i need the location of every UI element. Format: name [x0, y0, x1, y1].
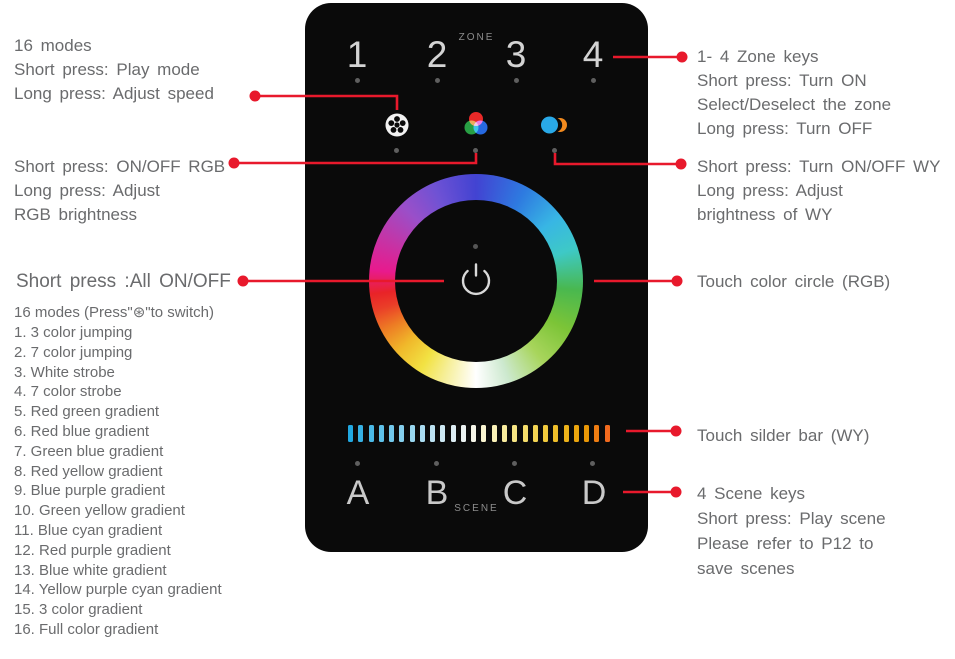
slider-segment: [430, 425, 435, 442]
annotation-slider: [697, 424, 869, 448]
annotation-line: 4 Scene keys: [697, 484, 806, 503]
wy-icon[interactable]: [539, 112, 571, 144]
mode-list-item: 8. Red yellow gradient: [14, 462, 163, 480]
slider-segment: [543, 425, 548, 442]
annotation-power-key: [16, 270, 231, 294]
slider-segment: [348, 425, 353, 442]
annotation-line: Long press: Turn OFF: [697, 119, 873, 138]
mode-list-item: 14. Yellow purple cyan gradient: [14, 581, 222, 599]
slider-segment: [369, 425, 374, 442]
annotation-mode-key: [14, 34, 214, 106]
mode-list-item: 13. Blue white gradient: [14, 561, 167, 579]
mode-list-item: 9. Blue purple gradient: [14, 482, 165, 500]
annotation-line: Long press: Adjust: [697, 181, 843, 200]
touch-panel: [305, 3, 648, 552]
annotation-line: Short press: Turn ON/OFF WY: [697, 157, 941, 176]
scene-key-a[interactable]: A: [346, 474, 370, 512]
connector-dot: [672, 276, 683, 287]
slider-segment: [584, 425, 589, 442]
connector-dot: [250, 91, 261, 102]
scene-key-d[interactable]: D: [581, 474, 607, 512]
slider-segment: [410, 425, 415, 442]
annotation-color-circle: [697, 270, 890, 294]
slider-segment: [564, 425, 569, 442]
annotation-line: Short press: Play scene: [697, 509, 886, 528]
slider-segment: [594, 425, 599, 442]
mode-list-item: 6. Red blue gradient: [14, 422, 150, 440]
indicator-dot: [355, 78, 360, 83]
scene-key-b[interactable]: B: [425, 474, 449, 512]
slider-segment: [379, 425, 384, 442]
slider-segment: [512, 425, 517, 442]
connector-dot: [677, 52, 688, 63]
indicator-dot: [434, 461, 439, 466]
scene-key-c[interactable]: C: [502, 474, 528, 512]
annotation-line: Touch silder bar (WY): [697, 426, 870, 445]
annotation-line: Short press: Turn ON: [697, 71, 867, 90]
slider-segment: [461, 425, 466, 442]
indicator-dot: [514, 78, 519, 83]
mode-list-item: 10. Green yellow gradient: [14, 502, 185, 520]
annotation-line: Please refer to P12 to: [697, 534, 874, 553]
scene-label: SCENE: [454, 503, 499, 514]
slider-segment: [502, 425, 507, 442]
zone-key-2[interactable]: 2: [426, 34, 448, 75]
zone-key-4[interactable]: 4: [582, 34, 604, 75]
connector-dot: [238, 276, 249, 287]
indicator-dot: [590, 461, 595, 466]
indicator-dot: [394, 148, 399, 153]
mode-list-header: 16 modes (Press"⊛"to switch): [14, 304, 214, 321]
slider-segment: [523, 425, 528, 442]
annotation-zone-keys: [697, 45, 891, 141]
annotation-line: save scenes: [697, 559, 795, 578]
slider-segment: [358, 425, 363, 442]
annotation-line: Select/Deselect the zone: [697, 95, 892, 114]
connector-dot: [229, 158, 240, 169]
mode-list-item: 12. Red purple gradient: [14, 541, 171, 559]
zone-key-3[interactable]: 3: [505, 34, 527, 75]
mode-list-item: 1. 3 color jumping: [14, 324, 133, 341]
indicator-dot: [552, 148, 557, 153]
slider-segment: [492, 425, 497, 442]
power-button[interactable]: [454, 259, 498, 303]
mode-list-item: 16. Full color gradient: [14, 620, 159, 638]
slider-segment: [451, 425, 456, 442]
annotation-line: brightness of WY: [697, 205, 833, 224]
mode-list-item: 2. 7 color jumping: [14, 343, 133, 361]
mode-list-item: 7. Green blue gradient: [14, 442, 164, 460]
slider-segment: [399, 425, 404, 442]
slider-segment: [605, 425, 610, 442]
connector-dot: [676, 159, 687, 170]
connector-dot: [671, 426, 682, 437]
film-reel-mode-icon[interactable]: [383, 111, 411, 144]
indicator-dot: [355, 461, 360, 466]
zone-key-1[interactable]: 1: [346, 34, 368, 75]
annotation-line: Short press: Play mode: [14, 60, 200, 79]
annotation-line: RGB brightness: [14, 205, 137, 224]
mode-list-item: 3. White strobe: [14, 363, 115, 381]
indicator-dot: [473, 244, 478, 249]
indicator-dot: [473, 148, 478, 153]
zone-label: ZONE: [458, 32, 495, 43]
mode-list-item: 5. Red green gradient: [14, 403, 160, 421]
annotation-line: Short press :All ON/OFF: [16, 271, 231, 292]
slider-segment: [553, 425, 558, 442]
slider-segment: [481, 425, 486, 442]
slider-segment: [389, 425, 394, 442]
mode-list-item: 15. 3 color gradient: [14, 601, 143, 619]
indicator-dot: [435, 78, 440, 83]
annotation-line: Touch color circle (RGB): [697, 272, 891, 291]
slider-segment: [533, 425, 538, 442]
annotation-line: 1- 4 Zone keys: [697, 47, 819, 66]
annotation-line: Long press: Adjust: [14, 181, 160, 200]
slider-segment: [440, 425, 445, 442]
indicator-dot: [591, 78, 596, 83]
annotation-scene-keys: [697, 481, 886, 581]
annotation-line: 16 modes: [14, 36, 92, 55]
slider-segment: [420, 425, 425, 442]
annotation-wy-key: [697, 155, 940, 227]
mode-list-item: 11. Blue cyan gradient: [14, 521, 163, 539]
annotation-line: Short press: ON/OFF RGB: [14, 157, 226, 176]
annotation-line: Long press: Adjust speed: [14, 84, 214, 103]
mode-list-item: 4. 7 color strobe: [14, 383, 122, 401]
connector-dot: [671, 487, 682, 498]
slider-segment: [471, 425, 476, 442]
annotation-rgb-key: [14, 155, 225, 227]
mode-list: [14, 323, 222, 640]
slider-segment: [574, 425, 579, 442]
slider-bar[interactable]: [348, 425, 610, 442]
indicator-dot: [512, 461, 517, 466]
rgb-icon[interactable]: [460, 108, 492, 145]
